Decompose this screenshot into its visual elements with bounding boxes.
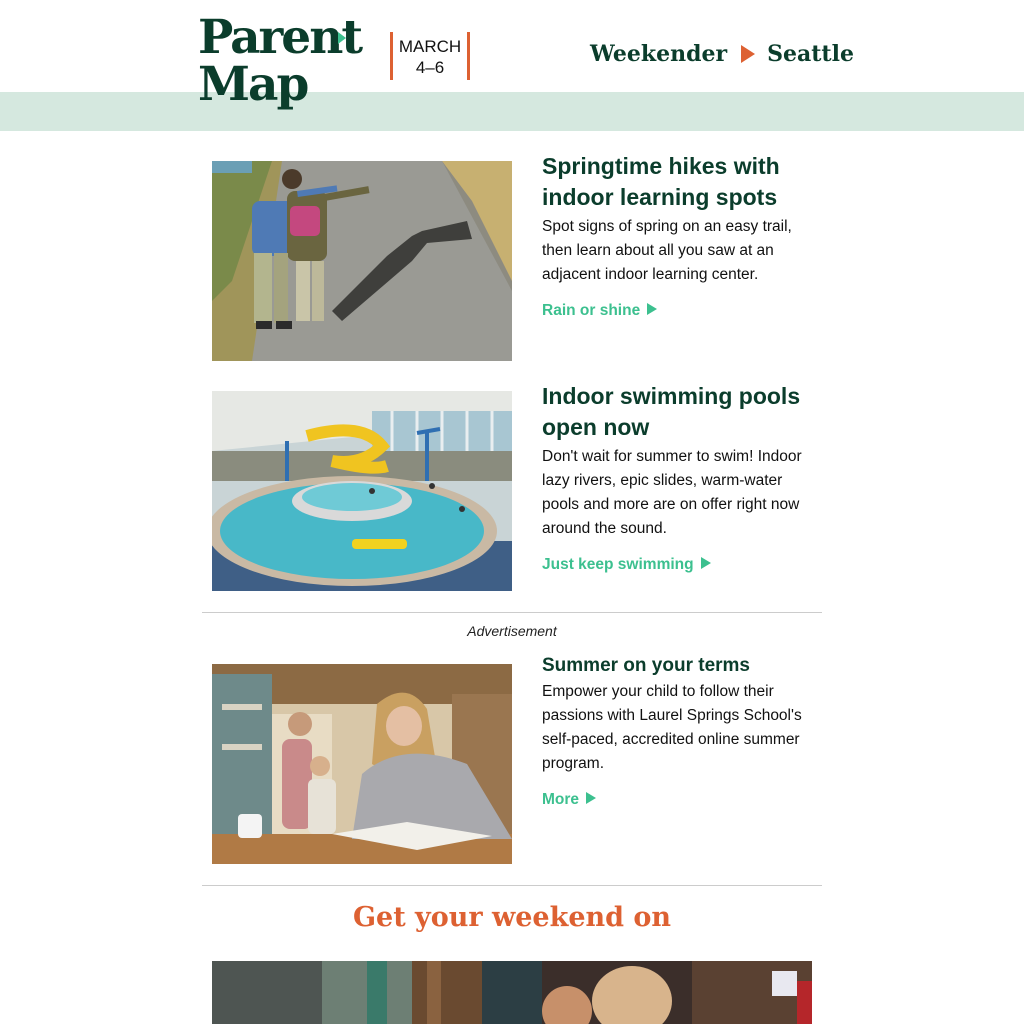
link-label: More [542, 791, 580, 808]
edition-name: Weekender [590, 41, 728, 67]
link-label: Rain or shine [542, 302, 641, 319]
play-triangle-icon [647, 303, 657, 315]
more-link[interactable] [542, 790, 596, 810]
header-band [0, 92, 1024, 131]
play-triangle-icon [701, 557, 711, 569]
logo-triangle-icon [338, 32, 346, 44]
hike-photo[interactable] [212, 161, 512, 361]
section-heading: Get your weekend on [352, 902, 672, 933]
ad-title[interactable]: Summer on your terms [542, 655, 750, 676]
edition-city: Seattle [767, 41, 854, 67]
weekend-photo[interactable] [212, 961, 812, 1024]
student-photo[interactable] [212, 664, 512, 864]
just-keep-swimming-link[interactable] [542, 555, 711, 575]
article-title[interactable]: Springtime hikes with indoor learning spots [542, 153, 780, 210]
logo-line-2: Map [198, 57, 308, 112]
link-label: Just keep swimming [542, 556, 694, 573]
divider [202, 612, 822, 613]
article-description: Spot signs of spring on an easy trail, then learn about all you saw at an adjacent indoor learning center. [542, 218, 792, 283]
article-title[interactable]: Indoor swimming pools open now [542, 383, 801, 440]
divider [202, 885, 822, 886]
play-triangle-icon [586, 792, 596, 804]
article-description: Don't wait for summer to swim! Indoor lazy rivers, epic slides, warm-water pools and more are on offer right now around the sound. [542, 448, 802, 537]
ad-description: Empower your child to follow their passions with Laurel Springs School's self-paced, accredited online summer program. [542, 683, 802, 772]
play-triangle-icon [741, 45, 755, 63]
date-month: MARCH [398, 37, 462, 56]
pool-photo[interactable] [212, 391, 512, 591]
date-days: 4–6 [415, 58, 445, 77]
date-badge [390, 32, 470, 80]
ad-summer [542, 654, 822, 810]
rain-or-shine-link[interactable] [542, 301, 657, 321]
advertisement-label: Advertisement [467, 623, 557, 639]
article-hikes [542, 151, 822, 321]
edition-title [590, 40, 854, 68]
article-pools [542, 381, 822, 575]
parentmap-logo[interactable] [198, 10, 362, 112]
logo-line-1: Parent [198, 10, 362, 65]
